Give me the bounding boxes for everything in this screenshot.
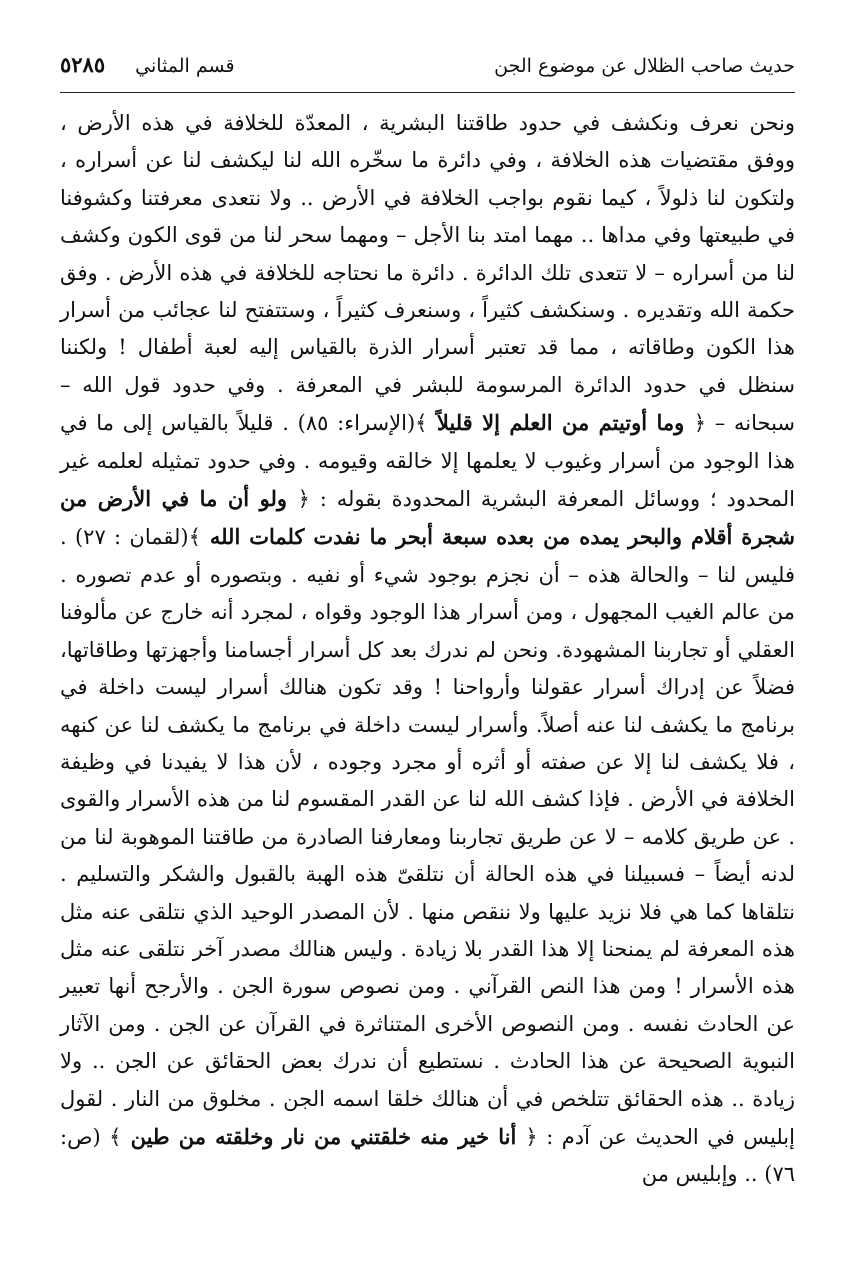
header-rule — [60, 92, 795, 93]
running-header — [60, 52, 795, 88]
ornate-bracket-open: ﴿ — [693, 411, 706, 436]
paragraph — [60, 105, 795, 1194]
quran-quote — [109, 1124, 538, 1149]
quran-quote — [415, 410, 706, 435]
quran-text: أنا خير منه خلقتني من نار وخلقته من طين — [130, 1123, 517, 1149]
text-run: ونحن نعرف ونكشف في حدود طاقتنا البشرية ، المعدّة للخلافة في هذه الأرض ، ووفق مقتضيات هذه الخلافة ، وفي دائرة ما سخّره الله لنا ليكشف لنا عن أسراره ، ولتكون لنا ذلولاً ، كيما نقوم بواجب الخلافة في الأرض .. ولا نتعدى معرفتنا وكشوفنا في طبيعتها وفي مداها .. مهما امتد بنا الأجل – ومهما سحر لنا من قوى الكون وكشف لنا من أسراره – لا تتعدى تلك الدائرة . دائرة ما نحتاجه للخلافة في هذه الأرض . وفق حكمة الله وتقديره . وسنكشف كثيراً ، وسنعرف كثيراً ، وستتفتح لنا عجائب من أسرار هذا الكون وطاقاته ، مما قد تعتبر أسرار الذرة بالقياس إليه لعبة أطفال ! ولكننا سنظل في حدود الدائرة المرسومة للبشر في المعرفة . وفي حدود قول الله – سبحانه – — [60, 111, 796, 436]
ornate-bracket-close: ﴾ — [415, 411, 428, 436]
ornate-bracket-open: ﴿ — [297, 487, 310, 512]
ornate-bracket-close: ﴾ — [109, 1124, 122, 1149]
page-number: ٥٢٨٥ — [60, 52, 106, 77]
ornate-bracket-close: ﴾ — [188, 525, 201, 550]
document-page — [60, 52, 795, 1194]
text-run: (الإسراء: ٨٥) . قليلاً بالقياس إلى ما في هذا الوجود من أسرار وغيوب لا يعلمها إلا خالقه وقيومه . وفي حدود تمثيله لعلمه غير المحدود ؛ ووسائل المعرفة البشرية المحدودة بقوله : — [60, 411, 795, 512]
text-run: (ص: ٧٦) .. وإبليس من — [60, 1124, 795, 1187]
quran-text: وما أوتيتم من العلم إلا قليلاً — [436, 410, 685, 436]
header-left-group — [60, 52, 235, 77]
text-run: (لقمان : ٢٧) . فليس لنا – والحالة هذه – أن نجزم بوجود شيء أو نفيه . وبتصوره أو عدم تصوره . من عالم الغيب المجهول ، ومن أسرار هذا الوجود وقواه ، لمجرد أنه خارج عن مألوفنا العقلي أو تجاربنا المشهودة. ونحن لم ندرك بعد كل أسرار أجسامنا وأجهزتها وطاقاتها، فضلاً عن إدراك أسرار عقولنا وأرواحنا ! وقد تكون هنالك أسرار ليست داخلة في برنامج ما يكشف لنا عنه أصلاً. وأسرار ليست داخلة في برنامج ما يكشف لنا عن كنهه ، فلا يكشف لنا إلا عن صفته أو أثره أو مجرد وجوده ، لأن هذا لا يفيدنا في وظيفة الخلافة في الأرض . فإذا كشف الله لنا عن القدر المقسوم لنا من هذه الأسرار والقوى . عن طريق كلامه – لا عن طريق تجاربنا ومعارفنا الصادرة من طاقتنا الموهوبة لنا من لدنه أيضاً – فسبيلنا في هذه الحالة أن نتلقىّ هذه الهبة بالقبول والشكر والتسليم . نتلقاها كما هي فلا نزيد عليها ولا ننقص منها . لأن المصدر الوحيد الذي نتلقى عنه مثل هذه المعرفة لم يمنحنا إلا هذا القدر بلا زيادة . وليس هنالك مصدر آخر نتلقى عنه مثل هذه الأسرار ! ومن هذا النص القرآني . ومن نصوص سورة الجن . والأرجح أنها تعبير عن الحادث نفسه . ومن النصوص الأخرى المتناثرة في القرآن عن الجن . ومن الآثار النبوية الصحيحة عن هذا الحادث . نستطيع أن ندرك بعض الحقائق عن الجن .. ولا زيادة .. هذه الحقائق تتلخص في أن هنالك خلقا اسمه الجن . مخلوق من النار . لقول إبليس في الحديث عن آدم : — [60, 525, 795, 1149]
ornate-bracket-open: ﴿ — [525, 1124, 538, 1149]
quran-text: ولو أن ما في الأرض من شجرة أقلام والبحر يمده من بعده سبعة أبحر ما نفدت كلمات الله — [60, 486, 796, 550]
section-name: قسم المثاني — [135, 55, 235, 77]
running-title: حديث صاحب الظلال عن موضوع الجن — [494, 55, 795, 77]
body-text — [60, 105, 795, 1194]
